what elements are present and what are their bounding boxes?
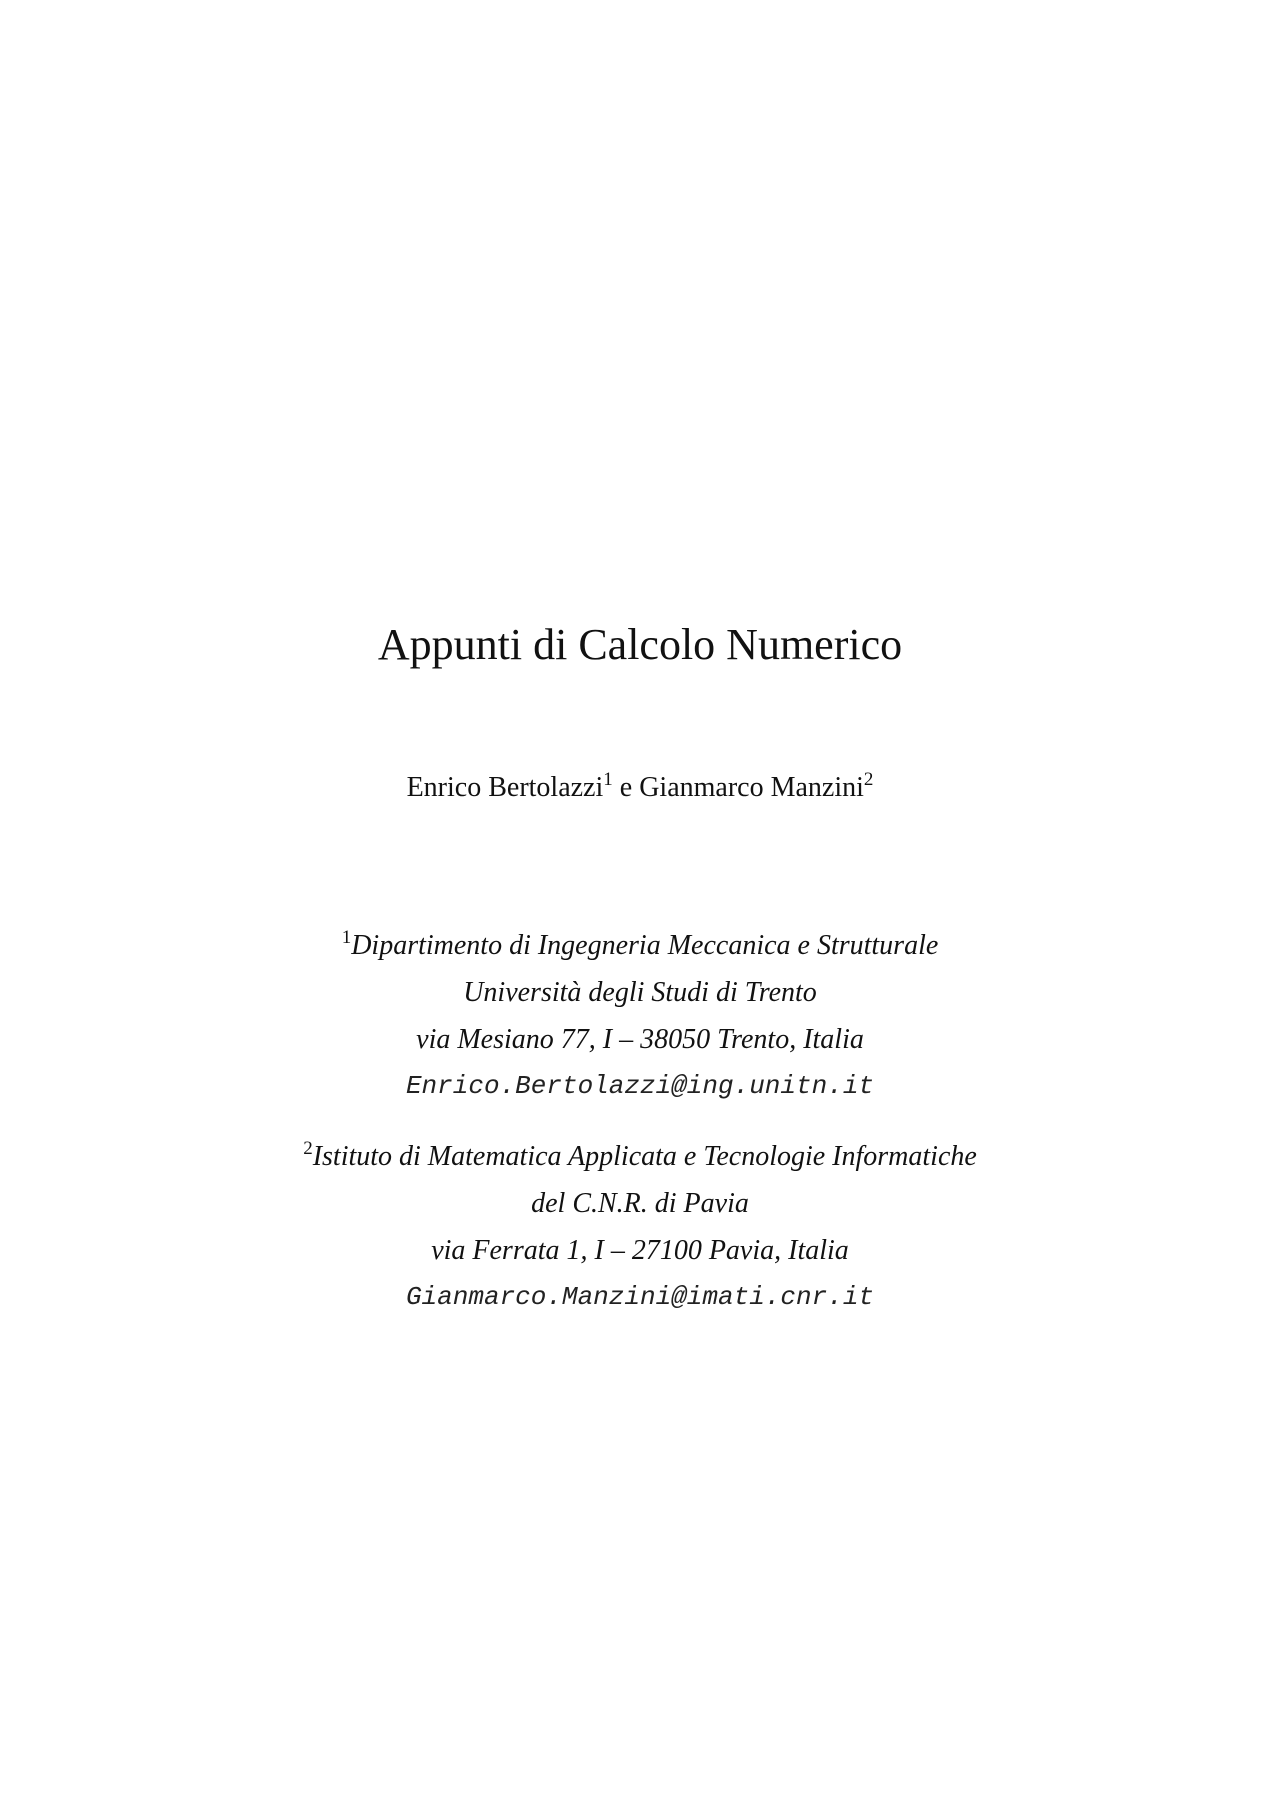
affiliation-line: Dipartimento di Ingegneria Meccanica e Strutturale [351, 930, 939, 961]
author-conjunction: e [619, 772, 633, 803]
author-name: Enrico Bertolazzi [406, 772, 604, 803]
author-footnote-mark: 1 [603, 769, 613, 790]
affiliation-email[interactable]: Gianmarco.Manzini@imati.cnr.it [405, 1282, 875, 1312]
author-list [0, 770, 1280, 806]
affiliation-1 [0, 922, 1280, 1110]
affiliation-line: Università degli Studi di Trento [463, 977, 817, 1008]
affiliation-mark: 2 [303, 1138, 313, 1159]
affiliation-2 [0, 1133, 1280, 1321]
affiliation-mark: 1 [341, 927, 352, 948]
affiliation-department [0, 922, 1280, 969]
affiliation-institute [0, 1133, 1280, 1180]
affiliation-line: del C.N.R. di Pavia [531, 1188, 749, 1219]
affiliation-line: Istituto di Matematica Applicata e Tecnologie Informatiche [312, 1141, 977, 1172]
affiliation-email[interactable]: Enrico.Bertolazzi@ing.unitn.it [405, 1071, 875, 1101]
document-title: Appunti di Calcolo Numerico [377, 620, 903, 669]
affiliation-address: via Ferrata 1, I – 27100 Pavia, Italia [431, 1235, 849, 1266]
author-name: Gianmarco Manzini [639, 772, 864, 803]
author-footnote-mark: 2 [863, 769, 874, 790]
affiliation-address: via Mesiano 77, I – 38050 Trento, Italia [416, 1024, 864, 1055]
